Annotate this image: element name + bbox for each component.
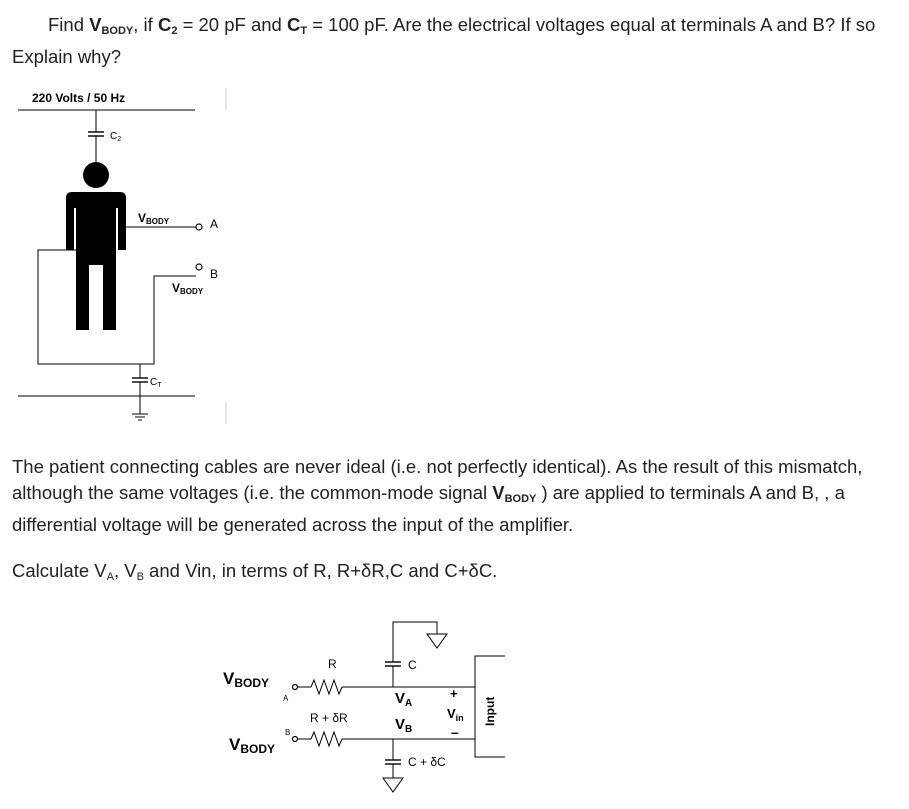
c-delta-label: C + δC <box>408 755 446 769</box>
supply-label: 220 Volts / 50 Hz <box>32 91 126 105</box>
vbody-a-label: VBODY <box>223 669 270 690</box>
terminal-b <box>196 264 202 270</box>
vbody-b-label: VBODY <box>229 735 276 756</box>
vb-label: $V_B$ <box>395 716 413 735</box>
resistor-r-delta <box>311 732 342 746</box>
vbody-label-a: VBODY <box>138 211 170 226</box>
r-label: R <box>328 657 337 671</box>
body-coupling-diagram <box>0 80 260 430</box>
terminal-a-node <box>293 685 298 690</box>
ground-icon <box>132 414 148 420</box>
question-2-text: Calculate $V_A$, $V_B$ and Vin, in terms of R, R+δR,C and C+δC. <box>12 560 498 583</box>
vin-label: $V_{in}$ <box>447 706 464 723</box>
c-label: C <box>408 658 417 672</box>
c2-label: $C_2$ <box>110 131 122 143</box>
question-1-text: Find $V_{BODY}$, if $C_2 = 20$ pF and $C_T = 100$ pF. Are the electrical voltages equal at terminals A and B? If so Explain why? <box>12 14 876 67</box>
ct-label: $C_T$ <box>150 377 162 389</box>
mismatch-paragraph: The patient connecting cables are never ideal (i.e. not perfectly identical). As the result of this mismatch, although the same voltages (i.e. the common-mode signal $V_{BODY}$ ) are applied to terminals A and B, , a differential voltage will be generated across the input of the amplifier. <box>12 456 863 535</box>
ground-bottom-icon <box>383 778 403 792</box>
vbody-label-b: VBODY <box>172 281 204 296</box>
terminal-b-node <box>293 737 298 742</box>
human-body-icon <box>66 162 126 330</box>
terminal-b-label: B <box>210 267 219 281</box>
terminal-a-label: A <box>210 217 219 231</box>
va-label: $V_A$ <box>395 690 413 709</box>
r-delta-label: R + δR <box>310 711 348 725</box>
resistor-r <box>311 680 342 694</box>
rc-mismatch-diagram <box>215 612 525 804</box>
terminal-b-small: B <box>285 728 291 737</box>
vin-minus: – <box>451 724 459 740</box>
vin-plus: + <box>450 686 458 701</box>
terminal-a-small: A <box>283 694 289 703</box>
ground-top-icon <box>427 634 447 648</box>
terminal-a <box>196 224 202 230</box>
input-label: Input <box>483 696 497 726</box>
